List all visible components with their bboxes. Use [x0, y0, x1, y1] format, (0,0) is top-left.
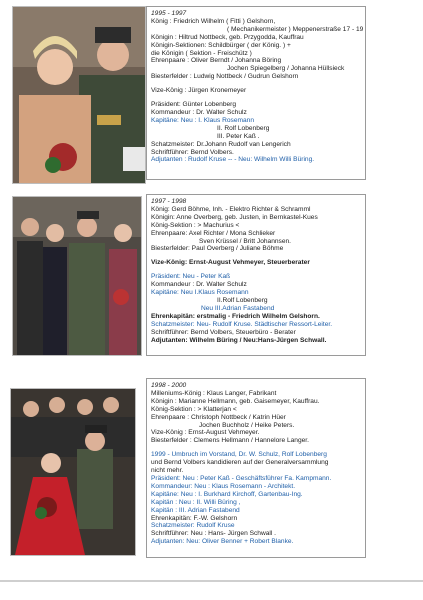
royal-couple-photo-1997	[12, 196, 142, 356]
kommandeur-line: Kommandeur : Dr. Walter Schulz	[151, 108, 247, 116]
period-heading: 1998 - 2000	[151, 382, 187, 389]
biesterfelder-line: Biesterfelder: Paul Overberg / Juliane Böhme	[151, 245, 284, 253]
vize-koenig-line: Vize-König: Ernst-August Vehmeyer, Steuerberater	[151, 259, 310, 267]
koenig-line: König : Friedrich Wilhelm ( Fitti ) Gelshorn,	[151, 17, 276, 25]
praesident-line: Präsident: Neu - Peter Kaß	[151, 273, 231, 281]
ehrenpaare-cont: Jochen Spiegelberg / Johanna Hüllsieck	[227, 65, 345, 73]
schatzmeister-line: Schatzmeister: Dr.Johann Rudolf van Lengerich	[151, 140, 291, 148]
umbruch-line-1	[151, 451, 361, 459]
koenigin-line: Königin : Marianne Hellmann, geb. Gaisemeyer, Kauffrau.	[151, 397, 320, 405]
kapitaene-line-3: Kapitän : III. Adrian Fastabend	[151, 506, 240, 514]
kapitaene-line-2: II. Rolf Lobenberg	[217, 124, 270, 132]
kommandeur-line: Kommandeur : Dr. Walter Schulz	[151, 281, 247, 289]
ehrenpaare-line: Ehrenpaare: Axel Richter / Mona Schlieker	[151, 229, 276, 237]
praesident-line: Präsident: Neu : Peter Kaß - Geschäftsführer Fa. Kampmann.	[151, 474, 332, 482]
kapitaene-line: Kapitäne: Neu : I. Klaus Rosemann	[151, 116, 254, 124]
schriftfuehrer-line: Schriftführer: Bernd Volbers.	[151, 148, 234, 156]
page-bottom-divider	[0, 580, 423, 582]
schriftfuehrer-line: Schriftführer: Bernd Volbers, Steuerbüro - Berater	[151, 328, 296, 336]
kapitaene-line-1: Kapitäne: Neu : I. Burkhard Kirchoff, Gartenbau-Ing.	[151, 490, 303, 498]
ehrenkapitaen-line: Ehrenkapitän: erstmalig - Friedrich Wilhelm Gelshorn.	[151, 312, 320, 320]
ehrenpaare-cont: Sven Krüssel / Britt Johannsen.	[199, 237, 291, 245]
section-1998-2000	[146, 378, 366, 558]
adjutanten-line: Adjutanten: Neu: Oliver Benner + Robert Blanke.	[151, 538, 294, 546]
umbruch-line-3: nicht mehr.	[151, 467, 184, 475]
kapitaene-line-3: III. Peter Kaß .	[217, 132, 260, 140]
section-1997-1998	[146, 194, 366, 356]
period-heading: 1997 - 1998	[151, 198, 187, 205]
vize-koenig-line: Vize-König : Jürgen Kronemeyer	[151, 87, 247, 95]
biesterfelder-line: Biesterfelder : Ludwig Nottbeck / Gudrun Gelshorn	[151, 73, 299, 81]
praesident-line: Präsident: Günter Lobenberg	[151, 101, 237, 109]
koenigin-line: Königin : Hiltrud Nottbeck, geb. Przygodda, Kauffrau	[151, 33, 304, 41]
koenig-line: König: Gerd Böhme, Inh. - Elektro Richter & Schramml	[151, 205, 311, 213]
adjutanten-line: Adjutanten : Rudolf Kruse -- - Neu: Wilhelm Willi Büring.	[151, 156, 315, 164]
ehrenpaare-cont: Jochen Buchholz / Heike Peters.	[199, 421, 295, 429]
ehrenkapitaen-line: Ehrenkapitän: F.-W. Gelshorn	[151, 514, 238, 522]
koenigin-line: Königin: Anne Overberg, geb. Justen, in Bernkastel-Kues	[151, 213, 318, 221]
milleniums-koenig-line: Milleniums-König : Klaus Langer, Fabrikant	[151, 389, 277, 397]
kapitaene-line-3: Neu III.Adrian Fastabend	[201, 304, 275, 312]
kapitaene-line-2: II.Rolf Lobenberg	[217, 296, 268, 304]
schriftfuehrer-line: Schriftführer: Neu : Hans- Jürgen Schwall .	[151, 530, 276, 538]
adjutanten-line: Adjutanten: Wilhelm Büring / Neu:Hans-Jürgen Schwall.	[151, 336, 327, 344]
schatzmeister-line: Schatzmeister: Rudolf Kruse	[151, 522, 235, 530]
section-1995-1997	[146, 6, 366, 180]
koenig-sektion-line: König-Sektion : > Machurius <	[151, 221, 240, 229]
schatzmeister-line: Schatzmeister: Neu- Rudolf Kruse. Städtischer Ressort-Leiter.	[151, 320, 333, 328]
ehrenpaare-line: Ehrenpaare : Oliver Berndt / Johanna Böring	[151, 57, 282, 65]
koenigin-sektionen-cont: die Königin ( Sektion - Freischütz )	[151, 49, 252, 57]
koenig-line-cont: ( Mechanikermeister ) Meppenerstraße 17 - 19	[227, 25, 364, 33]
biesterfelder-line: Biesterfelder : Clemens Hellmann / Hannelore Langer.	[151, 437, 309, 445]
period-heading: 1995 - 1997	[151, 10, 187, 17]
kapitaene-line: Kapitäne: Neu I.Klaus Rosemann	[151, 289, 249, 297]
kommandeur-line: Kommandeur: Neu : Klaus Rosemann - Architekt.	[151, 482, 296, 490]
royal-couple-photo-1998	[10, 388, 136, 556]
koenig-sektion-line: König-Sektion : > Klatterjan <	[151, 405, 237, 413]
koenigin-sektionen-line: Königin-Sektionen: Schildbürger ( der König. ) +	[151, 41, 291, 49]
umbruch-line-1-text: 1999 - Umbruch im Vorstand, Dr. W. Schulz, Rolf Lobenberg	[151, 451, 327, 459]
umbruch-line-2: und Bernd Volbers kandidieren auf der Generalversammlung	[151, 459, 329, 467]
kapitaene-line-2: Kapitän : Neu : II. Willi Büring ,	[151, 498, 241, 506]
ehrenpaare-line: Ehrenpaare : Christoph Nottbeck / Katrin Hüer	[151, 413, 286, 421]
vize-koenig-line: Vize-König : Ernst-August Vehmeyer.	[151, 429, 260, 437]
royal-couple-photo-1995	[12, 6, 146, 184]
